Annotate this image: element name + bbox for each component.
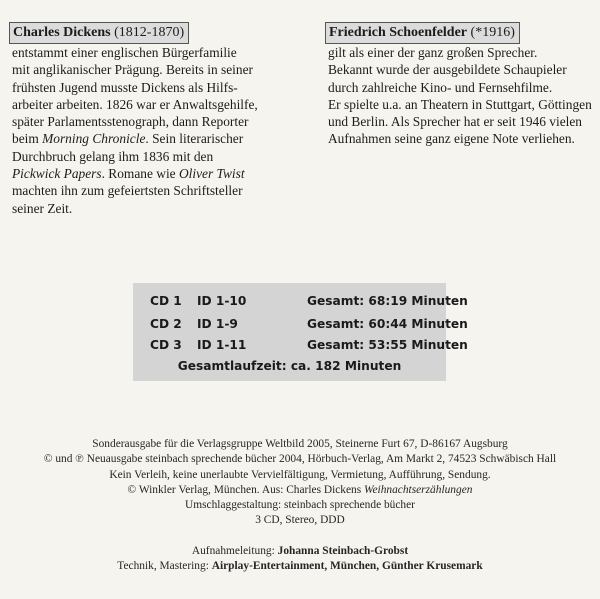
bio-line: Aufnahmen seine ganz eigene Note verliehen.: [328, 131, 575, 147]
book-title: Pickwick Papers: [12, 166, 102, 182]
bio-line: und Berlin. Als Sprecher hat er seit 1946 vielen: [328, 114, 582, 130]
credit-line: © Winkler Verlag, München. Aus: Charles Dickens Weihnachtserzählungen: [127, 483, 473, 496]
bio-line: arbeiter arbeiten. 1826 war er Anwaltsgehilfe,: [12, 96, 258, 112]
cd-number: CD 2: [150, 317, 182, 331]
credit-technik: Technik, Mastering: Airplay-Entertainment, München, Günther Krusemark: [117, 560, 483, 573]
credit-line: Sonderausgabe für die Verlagsgruppe Weltbild 2005, Steinerne Furt 67, D-86167 Augsburg: [92, 438, 508, 450]
credit-line: 3 CD, Stereo, DDD: [255, 514, 345, 527]
cd-total: Gesamt: 68:19 Minuten: [307, 294, 468, 308]
cd-ids: ID 1-10: [197, 294, 247, 308]
bio-line: durch zahlreiche Kino- und Fernsehfilme.: [328, 79, 553, 95]
bio-line: später Parlamentsstenograph, dann Reporter: [12, 114, 249, 130]
credit-line: Kein Verleih, keine unerlaubte Vervielfältigung, Vermietung, Aufführung, Sendung.: [109, 468, 491, 481]
cd-ids: ID 1-9: [197, 317, 238, 331]
bio-line: Pickwick Papers. Romane wie Oliver Twist: [12, 166, 245, 182]
cd-total: Gesamt: 60:44 Minuten: [307, 317, 468, 331]
schoenfelder-bio: [328, 44, 600, 148]
schoenfelder-section: [328, 22, 600, 148]
credit-line: Umschlaggestaltung: steinbach sprechende bücher: [185, 499, 415, 512]
book-title: Weihnachtserzählungen: [364, 483, 473, 496]
cd-number: CD 3: [150, 338, 182, 352]
credits: [0, 437, 600, 574]
cd-row: [133, 314, 468, 334]
dickens-section: [12, 22, 308, 217]
cd-row: [133, 291, 468, 311]
cd-track-box: [133, 283, 468, 381]
bio-line: beim Morning Chronicle. Sein literarischer: [12, 131, 244, 147]
total-runtime: Gesamtlaufzeit: ca. 182 Minuten: [177, 359, 402, 373]
dickens-name: Charles Dickens: [13, 25, 111, 40]
bio-line: Er spielte u.a. an Theatern in Stuttgart, Göttingen: [328, 96, 592, 112]
bio-line: machten ihn zum gefeiertsten Schriftsteller: [12, 183, 243, 199]
cd-ids: ID 1-11: [197, 338, 247, 352]
bio-line: Durchbruch gelang ihm 1836 mit den: [12, 148, 214, 164]
dickens-name-box: [9, 22, 189, 44]
credit-line: © und ℗ Neuausgabe steinbach sprechende bücher 2004, Hörbuch-Verlag, Am Markt 2, 74523 Schwäbisch Hall: [43, 453, 557, 466]
cd-number: CD 1: [150, 294, 182, 308]
bio-line: frühsten Jugend musste Dickens als Hilfs-: [12, 79, 238, 95]
schoenfelder-years: (*1916): [470, 25, 515, 40]
bio-line: seiner Zeit.: [12, 200, 73, 216]
cd-row: [133, 335, 468, 355]
bio-line: mit anglikanischer Prägung. Bereits in seiner: [12, 62, 253, 78]
bio-line: Bekannt wurde der ausgebildete Schaupieler: [328, 62, 567, 78]
credit-recording: Aufnahmeleitung: Johanna Steinbach-Grobst: [191, 544, 409, 557]
book-title: Oliver Twist: [178, 166, 245, 182]
cd-total: Gesamt: 53:55 Minuten: [307, 338, 468, 352]
bio-line: entstammt einer englischen Bürgerfamilie: [12, 45, 237, 60]
dickens-bio: [12, 44, 308, 217]
schoenfelder-name-box: [325, 22, 520, 44]
book-title: Morning Chronicle: [42, 131, 146, 147]
schoenfelder-name: Friedrich Schoenfelder: [329, 25, 468, 40]
bio-line: gilt als einer der ganz großen Sprecher.: [328, 45, 538, 60]
dickens-years: (1812-1870): [114, 25, 185, 40]
